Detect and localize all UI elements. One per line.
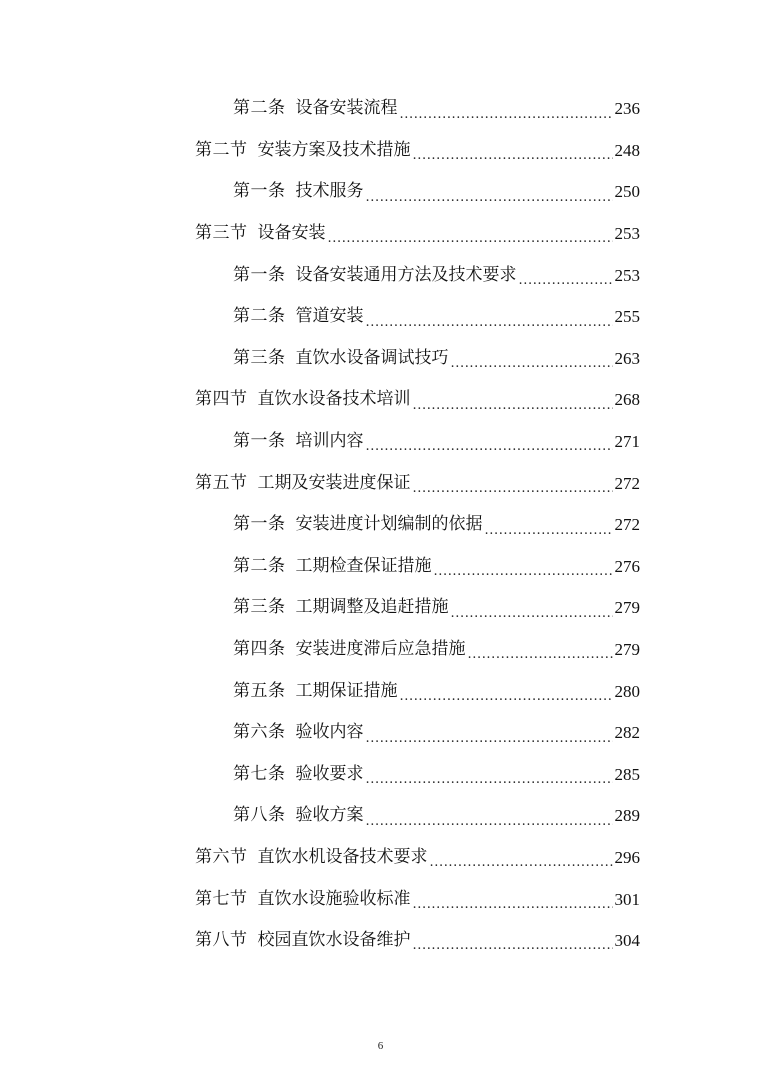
toc-entry-title: 安装进度滞后应急措施 <box>295 639 466 660</box>
toc-entry-title: 工期及安装进度保证 <box>257 472 411 493</box>
toc-entry-title: 设备安装通用方法及技术要求 <box>295 264 517 285</box>
toc-dot-leader <box>519 275 613 296</box>
toc-dot-leader <box>366 816 613 837</box>
toc-entry-number: 第六节 <box>195 846 248 867</box>
toc-entry-page: 304 <box>614 931 640 951</box>
toc-dot-leader <box>366 774 613 795</box>
toc-entry-title: 验收方案 <box>295 805 364 826</box>
toc-entry[interactable] <box>0 670 761 712</box>
toc-entry-number: 第二节 <box>195 139 248 160</box>
toc-entry[interactable] <box>0 587 761 629</box>
page-number: 6 <box>377 1040 384 1052</box>
toc-entry-number: 第一条 <box>233 181 286 202</box>
toc-entry[interactable] <box>0 795 761 837</box>
toc-entry[interactable] <box>0 504 761 546</box>
toc-entry-page: 279 <box>614 598 640 618</box>
toc-entry-number: 第二条 <box>233 555 286 576</box>
toc-entry-number: 第五节 <box>195 472 248 493</box>
toc-entry-title: 管道安装 <box>295 306 364 327</box>
toc-entry-page: 285 <box>614 764 640 784</box>
toc-entry[interactable] <box>0 254 761 296</box>
toc-dot-leader <box>328 233 613 254</box>
toc-entry-page: 271 <box>614 432 640 452</box>
toc-entry-title: 工期检查保证措施 <box>295 555 432 576</box>
toc-entry-page: 272 <box>614 515 640 535</box>
toc-dot-leader <box>413 940 613 961</box>
toc-entry[interactable] <box>0 130 761 172</box>
toc-entry[interactable] <box>0 629 761 671</box>
toc-dot-leader <box>434 566 613 587</box>
toc-entry-page: 301 <box>614 889 640 909</box>
toc-entry[interactable] <box>0 546 761 588</box>
toc-dot-leader <box>400 691 613 712</box>
toc-entry-page: 253 <box>614 224 640 244</box>
toc-dot-leader <box>451 358 613 379</box>
toc-entry-number: 第七节 <box>195 888 248 909</box>
toc-entry-number: 第一条 <box>233 431 286 452</box>
toc-entry-title: 验收要求 <box>295 763 364 784</box>
toc-entry-title: 验收内容 <box>295 722 364 743</box>
toc-entry[interactable] <box>0 462 761 504</box>
toc-entry-page: 280 <box>614 681 640 701</box>
toc-entry-number: 第八节 <box>195 930 248 951</box>
toc-entry[interactable] <box>0 920 761 962</box>
toc-entry-page: 253 <box>614 265 640 285</box>
toc-entry-number: 第一条 <box>233 264 286 285</box>
toc-entry-page: 282 <box>614 723 640 743</box>
toc-entry-title: 安装方案及技术措施 <box>257 139 411 160</box>
toc-entry-number: 第三条 <box>233 597 286 618</box>
toc-dot-leader <box>413 899 613 920</box>
toc-dot-leader <box>451 608 613 629</box>
toc-dot-leader <box>366 192 613 213</box>
toc-entry-page: 276 <box>614 556 640 576</box>
toc-entry-title: 安装进度计划编制的依据 <box>295 514 483 535</box>
toc-entry-title: 直饮水设施验收标准 <box>257 888 411 909</box>
toc-entry[interactable] <box>0 712 761 754</box>
toc-entry-title: 设备安装 <box>257 223 326 244</box>
toc-entry-page: 289 <box>614 806 640 826</box>
toc-dot-leader <box>430 857 613 878</box>
toc-entry-page: 255 <box>614 307 640 327</box>
toc-dot-leader <box>366 441 613 462</box>
toc-entry-number: 第二条 <box>233 306 286 327</box>
toc-entry[interactable] <box>0 754 761 796</box>
toc-entry-number: 第四条 <box>233 639 286 660</box>
toc-entry[interactable] <box>0 88 761 130</box>
toc-entry-page: 272 <box>614 473 640 493</box>
toc-dot-leader <box>413 400 613 421</box>
toc-entry-number: 第七条 <box>233 763 286 784</box>
toc-entry-number: 第二条 <box>233 98 286 119</box>
toc-entry-title: 工期保证措施 <box>295 680 398 701</box>
toc-entry-page: 236 <box>614 99 640 119</box>
toc-entry-page: 248 <box>614 140 640 160</box>
toc-entry-page: 279 <box>614 640 640 660</box>
toc-dot-leader <box>413 483 613 504</box>
toc-dot-leader <box>366 733 613 754</box>
toc-entry-number: 第六条 <box>233 722 286 743</box>
toc-dot-leader <box>400 109 613 130</box>
toc-dot-leader <box>485 525 613 546</box>
toc-entry[interactable] <box>0 421 761 463</box>
toc-dot-leader <box>468 649 613 670</box>
toc-dot-leader <box>366 317 613 338</box>
toc-entry[interactable] <box>0 213 761 255</box>
toc-entry-title: 校园直饮水设备维护 <box>257 930 411 951</box>
toc-entry-number: 第五条 <box>233 680 286 701</box>
toc-entry[interactable] <box>0 837 761 879</box>
toc-entry-page: 263 <box>614 348 640 368</box>
toc-entry-number: 第三节 <box>195 223 248 244</box>
toc-entry-number: 第八条 <box>233 805 286 826</box>
toc-entry-number: 第一条 <box>233 514 286 535</box>
toc-entry-page: 250 <box>614 182 640 202</box>
table-of-contents <box>0 88 761 961</box>
toc-entry-page: 296 <box>614 847 640 867</box>
toc-entry-title: 设备安装流程 <box>295 98 398 119</box>
toc-entry[interactable] <box>0 171 761 213</box>
toc-entry-title: 技术服务 <box>295 181 364 202</box>
toc-entry-title: 培训内容 <box>295 431 364 452</box>
toc-entry[interactable] <box>0 379 761 421</box>
toc-entry-page: 268 <box>614 390 640 410</box>
toc-entry-title: 直饮水设备技术培训 <box>257 389 411 410</box>
toc-dot-leader <box>413 150 613 171</box>
toc-entry-number: 第四节 <box>195 389 248 410</box>
toc-entry-title: 直饮水机设备技术要求 <box>257 846 428 867</box>
toc-entry-title: 工期调整及追赶措施 <box>295 597 449 618</box>
toc-entry-title: 直饮水设备调试技巧 <box>295 347 449 368</box>
toc-entry-number: 第三条 <box>233 347 286 368</box>
toc-entry[interactable] <box>0 296 761 338</box>
toc-entry[interactable] <box>0 878 761 920</box>
toc-entry[interactable] <box>0 338 761 380</box>
